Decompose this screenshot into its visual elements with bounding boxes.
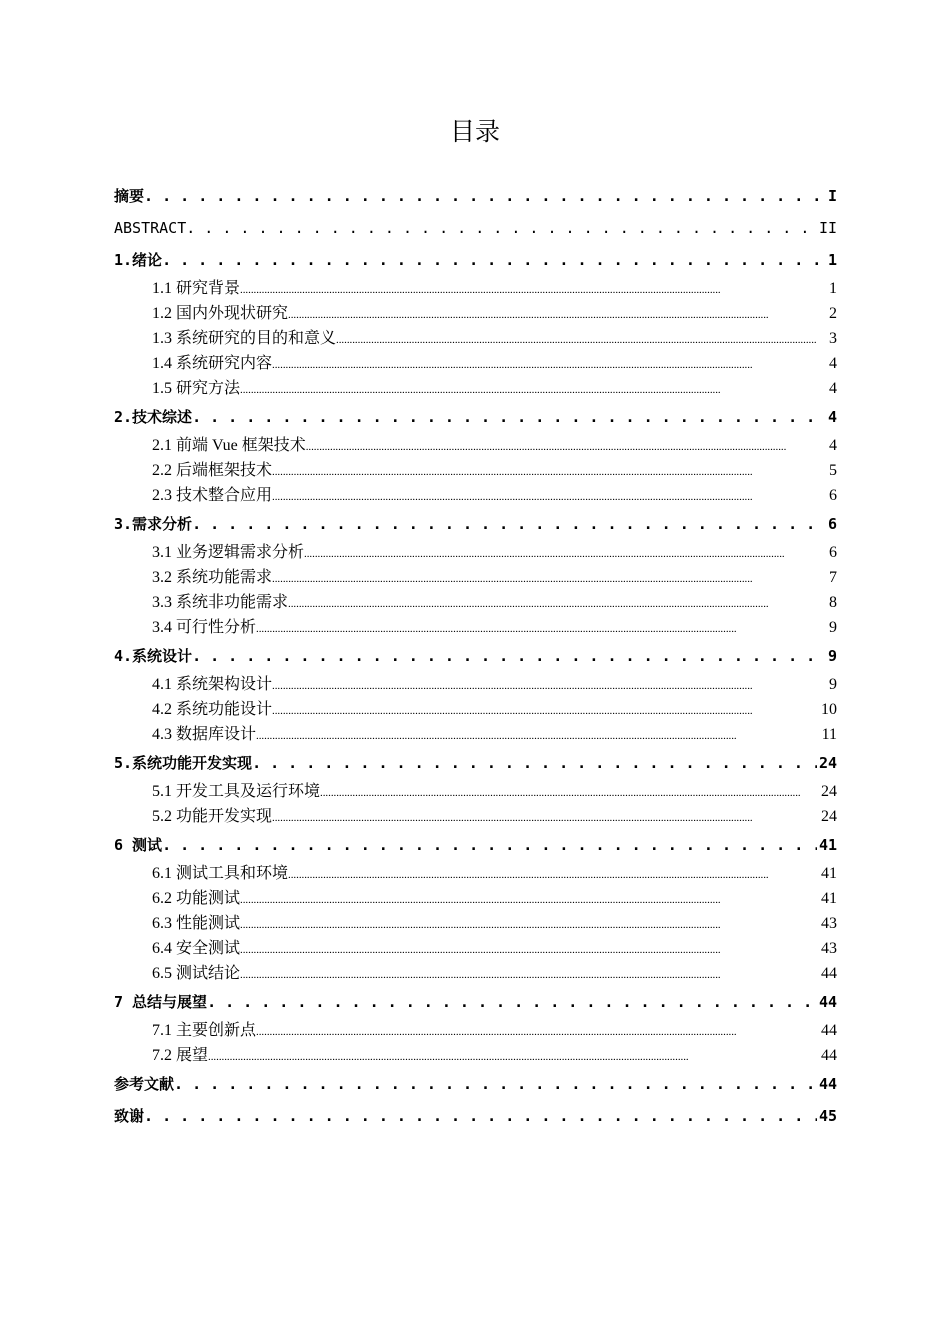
toc-section-entry[interactable] (114, 886, 837, 911)
toc-page-number: 9 (829, 619, 837, 636)
toc-section-entry[interactable] (114, 376, 837, 401)
toc-entry-label: 5.1 开发工具及运行环境 (152, 783, 321, 800)
dot-leader (288, 863, 819, 886)
toc-entry-label: 2.技术综述 (114, 408, 193, 426)
toc-entry-label: 1.1 研究背景 (152, 280, 241, 297)
toc-page-number: 45 (818, 1107, 837, 1125)
dot-leader (240, 378, 827, 401)
toc-page-number: 7 (829, 569, 837, 586)
toc-chapter-entry[interactable] (114, 180, 837, 212)
toc-section-entry[interactable] (114, 961, 837, 986)
toc-entry-label: 致谢 (114, 1107, 145, 1125)
toc-entry-label: 6.2 功能测试 (152, 890, 241, 907)
toc-page-number: 3 (829, 330, 837, 347)
dot-leader (256, 1020, 819, 1043)
dot-leader (272, 806, 819, 829)
toc-page-number: 43 (821, 940, 837, 957)
toc-page-number: 24 (818, 754, 837, 772)
toc-entry-label: 2.3 技术整合应用 (152, 487, 273, 504)
toc-chapter-entry[interactable] (114, 401, 837, 433)
dot-leader (162, 829, 817, 861)
toc-page-number: 4 (829, 437, 837, 454)
toc-entry-label: 6.4 安全测试 (152, 940, 241, 957)
toc-section-entry[interactable] (114, 301, 837, 326)
toc-entry-label: ABSTRACT (114, 219, 187, 237)
toc-entry-label: 1.4 系统研究内容 (152, 355, 273, 372)
dot-leader (240, 938, 819, 961)
toc-page-number: 2 (829, 305, 837, 322)
dot-leader (272, 567, 827, 590)
toc-entry-label: 6 测试 (114, 836, 163, 854)
dot-leader (240, 278, 827, 301)
table-of-contents (114, 180, 837, 1132)
toc-chapter-entry[interactable] (114, 212, 837, 244)
toc-section-entry[interactable] (114, 433, 837, 458)
dot-leader (256, 724, 820, 747)
toc-entry-label: 7 总结与展望 (114, 993, 208, 1011)
toc-entry-label: 4.2 系统功能设计 (152, 701, 273, 718)
toc-entry-label: 6.3 性能测试 (152, 915, 241, 932)
toc-section-entry[interactable] (114, 615, 837, 640)
dot-leader (336, 328, 827, 351)
dot-leader (240, 888, 819, 911)
toc-page-number: 4 (829, 380, 837, 397)
toc-page-number: 24 (821, 783, 837, 800)
toc-page-number: I (827, 187, 837, 205)
toc-entry-label: 6.1 测试工具和环境 (152, 865, 289, 882)
dot-leader (288, 592, 827, 615)
dot-leader (144, 180, 826, 212)
dot-leader (240, 913, 819, 936)
toc-entry-label: 7.1 主要创新点 (152, 1022, 257, 1039)
dot-leader (304, 542, 827, 565)
toc-section-entry[interactable] (114, 326, 837, 351)
toc-section-entry[interactable] (114, 540, 837, 565)
toc-section-entry[interactable] (114, 672, 837, 697)
toc-page-number: 8 (829, 594, 837, 611)
dot-leader (320, 781, 819, 804)
toc-chapter-entry[interactable] (114, 1068, 837, 1100)
toc-page-number: II (818, 219, 837, 237)
dot-leader (272, 460, 827, 483)
toc-section-entry[interactable] (114, 861, 837, 886)
toc-entry-label: 参考文献 (114, 1075, 175, 1093)
toc-section-entry[interactable] (114, 351, 837, 376)
dot-leader (144, 1100, 817, 1132)
toc-page-number: 1 (827, 251, 837, 269)
dot-leader (207, 986, 817, 1018)
toc-entry-label: 摘要 (114, 187, 145, 205)
dot-leader (240, 963, 819, 986)
toc-chapter-entry[interactable] (114, 829, 837, 861)
toc-section-entry[interactable] (114, 1043, 837, 1068)
toc-section-entry[interactable] (114, 697, 837, 722)
toc-chapter-entry[interactable] (114, 747, 837, 779)
toc-entry-label: 6.5 测试结论 (152, 965, 241, 982)
toc-section-entry[interactable] (114, 590, 837, 615)
toc-page-number: 43 (821, 915, 837, 932)
toc-entry-label: 1.3 系统研究的目的和意义 (152, 330, 337, 347)
toc-page-number: 9 (829, 676, 837, 693)
toc-entry-label: 3.3 系统非功能需求 (152, 594, 289, 611)
toc-page-number: 4 (829, 355, 837, 372)
toc-page-number: 4 (827, 408, 837, 426)
toc-entry-label: 1.2 国内外现状研究 (152, 305, 289, 322)
toc-page-number: 9 (827, 647, 837, 665)
toc-chapter-entry[interactable] (114, 244, 837, 276)
toc-entry-label: 1.绪论 (114, 251, 163, 269)
toc-page-number: 24 (821, 808, 837, 825)
toc-page-number: 44 (818, 993, 837, 1011)
toc-page-number: 44 (821, 1047, 837, 1064)
toc-page-number: 44 (821, 965, 837, 982)
toc-page-number: 6 (829, 544, 837, 561)
toc-page-number: 41 (821, 890, 837, 907)
dot-leader (208, 1045, 819, 1068)
toc-chapter-entry[interactable] (114, 1100, 837, 1132)
dot-leader (186, 212, 817, 244)
dot-leader (192, 401, 826, 433)
toc-section-entry[interactable] (114, 458, 837, 483)
dot-leader (288, 303, 827, 326)
toc-page-number: 10 (821, 701, 837, 718)
toc-page-number: 44 (821, 1022, 837, 1039)
toc-entry-label: 4.3 数据库设计 (152, 726, 257, 743)
toc-entry-label: 3.2 系统功能需求 (152, 569, 273, 586)
dot-leader (272, 674, 827, 697)
toc-page-number: 6 (827, 515, 837, 533)
toc-chapter-entry[interactable] (114, 986, 837, 1018)
toc-section-entry[interactable] (114, 936, 837, 961)
dot-leader (306, 435, 827, 458)
toc-section-entry[interactable] (114, 722, 837, 747)
toc-section-entry[interactable] (114, 483, 837, 508)
toc-page-number: 44 (818, 1075, 837, 1093)
dot-leader (252, 747, 817, 779)
toc-section-entry[interactable] (114, 779, 837, 804)
toc-chapter-entry[interactable] (114, 508, 837, 540)
toc-section-entry[interactable] (114, 276, 837, 301)
toc-entry-label: 1.5 研究方法 (152, 380, 241, 397)
dot-leader (256, 617, 827, 640)
dot-leader (272, 353, 827, 376)
toc-section-entry[interactable] (114, 1018, 837, 1043)
toc-entry-label: 3.需求分析 (114, 515, 193, 533)
dot-leader (162, 244, 826, 276)
dot-leader (192, 640, 826, 672)
toc-section-entry[interactable] (114, 804, 837, 829)
dot-leader (272, 485, 827, 508)
toc-entry-label: 4.系统设计 (114, 647, 193, 665)
toc-entry-label: 3.4 可行性分析 (152, 619, 257, 636)
toc-entry-label: 5.系统功能开发实现 (114, 754, 253, 772)
toc-entry-label: 5.2 功能开发实现 (152, 808, 273, 825)
toc-page-number: 11 (821, 726, 837, 743)
toc-entry-label: 2.2 后端框架技术 (152, 462, 273, 479)
toc-page-number: 6 (829, 487, 837, 504)
toc-page-number: 41 (821, 865, 837, 882)
dot-leader (272, 699, 819, 722)
page-title: 目录 (449, 117, 500, 146)
toc-page-number: 41 (818, 836, 837, 854)
toc-entry-label: 4.1 系统架构设计 (152, 676, 273, 693)
toc-entry-label: 2.1 前端 Vue 框架技术 (152, 437, 306, 454)
toc-entry-label: 3.1 业务逻辑需求分析 (152, 544, 305, 561)
toc-entry-label: 7.2 展望 (152, 1047, 209, 1064)
toc-section-entry[interactable] (114, 565, 837, 590)
dot-leader (192, 508, 826, 540)
toc-section-entry[interactable] (114, 911, 837, 936)
toc-page-number: 1 (829, 280, 837, 297)
dot-leader (174, 1068, 817, 1100)
toc-page-number: 5 (829, 462, 837, 479)
toc-chapter-entry[interactable] (114, 640, 837, 672)
